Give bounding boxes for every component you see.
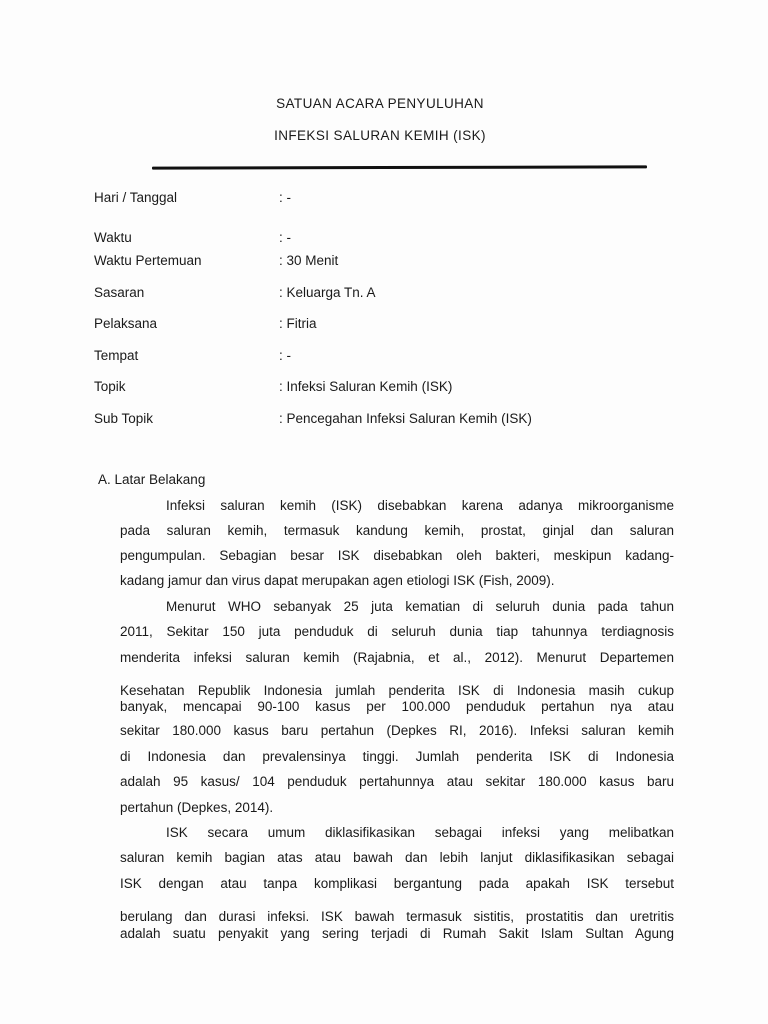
paragraph-line: berulang dan durasi infeksi. ISK bawah termasuk sistitis, prostatitis dan uretritis [120,909,674,924]
section-heading: A. Latar Belakang [98,472,206,487]
title-divider [152,165,647,169]
detail-value: : - [279,230,291,245]
detail-value: : - [279,348,291,363]
detail-value: : Fitria [279,316,317,331]
paragraph-line: adalah 95 kasus/ 104 penduduk pertahunnya atau sekitar 180.000 kasus baru [120,774,674,789]
paragraph-line: kadang jamur dan virus dapat merupakan agen etiologi ISK (Fish, 2009). [120,573,555,588]
paragraph-line: 2011, Sekitar 150 juta penduduk di seluruh dunia tiap tahunnya terdiagnosis [120,624,674,639]
document-title: SATUAN ACARA PENYULUHAN [276,96,484,111]
detail-value: : - [279,190,291,205]
paragraph-line: Infeksi saluran kemih (ISK) disebabkan karena adanya mikroorganisme [166,498,674,513]
paragraph-line: pengumpulan. Sebagian besar ISK disebabkan oleh bakteri, meskipun kadang- [120,548,674,563]
detail-label: Topik [94,379,126,394]
detail-label: Sasaran [94,285,145,300]
detail-value: : Keluarga Tn. A [279,285,376,300]
paragraph-line: sekitar 180.000 kasus baru pertahun (Depkes RI, 2016). Infeksi saluran kemih [120,723,674,738]
document-subtitle: INFEKSI SALURAN KEMIH (ISK) [274,128,486,143]
detail-value: : Infeksi Saluran Kemih (ISK) [279,379,453,394]
detail-label: Waktu [94,230,132,245]
paragraph-line: ISK secara umum diklasifikasikan sebagai infeksi yang melibatkan [166,825,674,840]
paragraph-line: di Indonesia dan prevalensinya tinggi. Jumlah penderita ISK di Indonesia [120,749,674,764]
detail-label: Tempat [94,348,139,363]
paragraph-line: banyak, mencapai 90-100 kasus per 100.000 penduduk pertahun nya atau [120,699,674,714]
paragraph-line: Menurut WHO sebanyak 25 juta kematian di seluruh dunia pada tahun [166,599,674,614]
detail-value: : Pencegahan Infeksi Saluran Kemih (ISK) [279,411,532,426]
paragraph-line: menderita infeksi saluran kemih (Rajabnia, et al., 2012). Menurut Departemen [120,650,674,665]
detail-label: Waktu Pertemuan [94,253,202,268]
detail-label: Sub Topik [94,411,154,426]
paragraph-line: pertahun (Depkes, 2014). [120,800,274,815]
paragraph-line: ISK dengan atau tanpa komplikasi bergantung pada apakah ISK tersebut [120,876,674,891]
paragraph-line: Kesehatan Republik Indonesia jumlah penderita ISK di Indonesia masih cukup [120,683,674,698]
detail-label: Hari / Tanggal [94,190,178,205]
paragraph-line: pada saluran kemih, termasuk kandung kemih, prostat, ginjal dan saluran [120,523,674,538]
detail-value: : 30 Menit [279,253,339,268]
detail-label: Pelaksana [94,316,158,331]
paragraph-line: adalah suatu penyakit yang sering terjadi di Rumah Sakit Islam Sultan Agung [120,926,674,941]
paragraph-line: saluran kemih bagian atas atau bawah dan lebih lanjut diklasifikasikan sebagai [120,850,674,865]
